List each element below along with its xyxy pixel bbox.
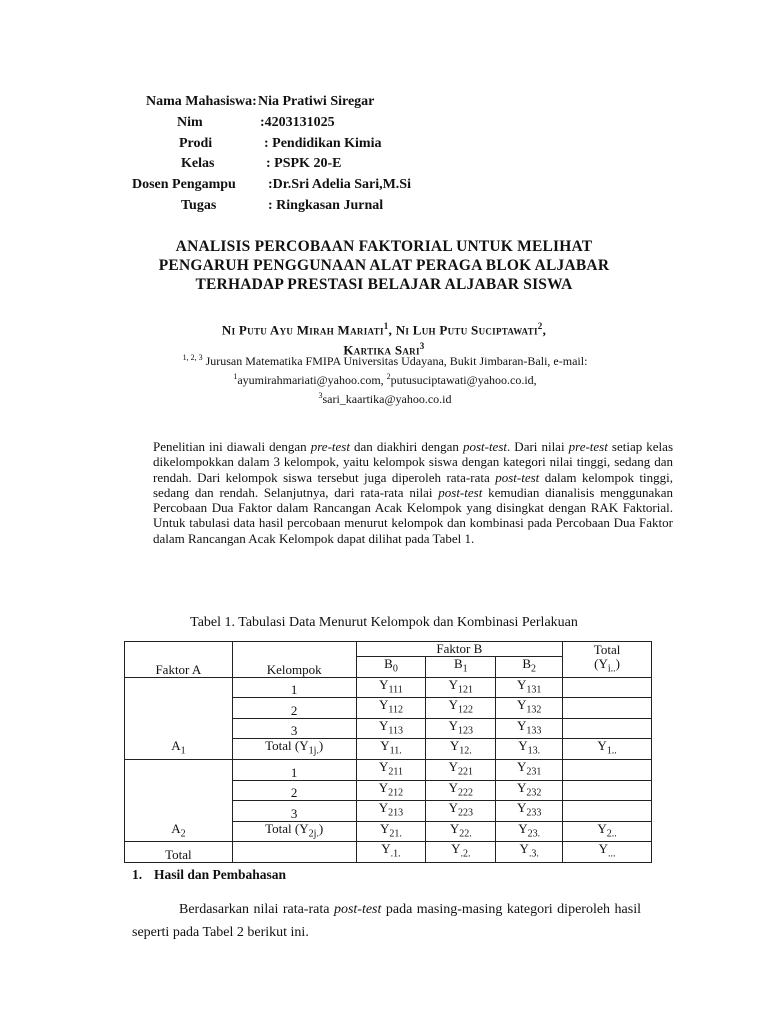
intro-text-6: kemudian dianalisis menggunakan Percobaan Dua Faktor dalam Rancangan Acak Kelompok yang disingkat dengan RAK Faktorial. Untuk tabulasi data hasil percobaan menurut kelompok dan kombinasi pada Percobaan Dua Faktor dalam Rancangan Acak Kelompok dapat dilihat pada Tabel 1. xyxy=(153,484,673,546)
total-sym: (Y xyxy=(594,656,608,671)
term-post-test: post-test xyxy=(333,902,382,917)
cell-total-label: Total xyxy=(125,842,233,863)
intro-text-4: setiap kelas dikelompokkan dalam 3 kelompok, yaitu kelompok siswa dengan kategori nilai tinggi, sedang dan rendah. Dari kelompok siswa tersebut juga diperoleh rata-rata xyxy=(153,439,673,485)
intro-text-1: Penelitian ini diawali dengan xyxy=(153,439,311,454)
author-list: Ni Putu Ayu Mirah Mariati$^1$, Ni Luh Putu Suciptawati$^2$, Kartika Sari$^3$ xyxy=(221,321,547,358)
cell-kelompok: 2 xyxy=(232,780,356,801)
header-faktor-b: Faktor B xyxy=(356,642,563,657)
term-pre-test: pre-test xyxy=(310,439,350,454)
affiliation xyxy=(170,350,600,407)
author-3-sup: 3 xyxy=(419,341,425,352)
table-cell: $Y_{23.}$ xyxy=(496,821,563,842)
label-kelas: Kelas xyxy=(181,156,215,171)
table-row xyxy=(125,759,652,780)
b2-letter: B xyxy=(522,656,532,671)
table-cell: $Y_{122}$ xyxy=(426,698,496,719)
table-cell: $Y_{2..}$ xyxy=(563,821,652,842)
table-cell: $Y_{231}$ xyxy=(496,759,563,780)
table-cell: $Y_{1..}$ xyxy=(563,739,652,760)
value-nim: :4203131025 xyxy=(260,115,335,130)
label-tugas: Tugas xyxy=(181,198,217,213)
table-cell-empty xyxy=(563,780,652,801)
b0-sub: 0 xyxy=(392,663,398,675)
title-line-1: ANALISIS PERCOBAAN FAKTORIAL UNTUK MELIHAT xyxy=(175,238,593,255)
value-nama: Nia Pratiwi Siregar xyxy=(258,94,375,109)
table-cell: $Y_{222}$ xyxy=(426,780,496,801)
table-caption: Tabel 1. Tabulasi Data Menurut Kelompok dan Kombinasi Perlakuan xyxy=(190,615,578,630)
cell-kelompok: 1 xyxy=(232,759,356,780)
value-kelas: : PSPK 20-E xyxy=(266,156,342,171)
table-cell: $Y_{233}$ xyxy=(496,801,563,822)
header-total: Total xyxy=(563,642,652,657)
cell-kelompok: Total $(Y_{2j.})$ xyxy=(232,821,356,842)
header-total-sym xyxy=(563,657,652,678)
term-post-test: post-test xyxy=(462,439,507,454)
label-prodi: Prodi xyxy=(179,136,213,151)
intro-text-5: dalam kelompok tinggi, sedang dan rendah. Selanjutnya, dari rata-rata nilai xyxy=(153,469,673,500)
cell-a2: $A_2$ xyxy=(125,759,233,841)
intro-paragraph xyxy=(153,439,673,546)
section-title: Hasil dan Pembahasan xyxy=(154,867,287,882)
author-1-sup: 1 xyxy=(383,321,389,331)
table-cell: $Y_{21.}$ xyxy=(356,821,426,842)
cell-kelompok: 1 xyxy=(232,677,356,698)
section-text-2: pada masing-masing kategori diperoleh hasil seperti pada Tabel 2 berikut ini. xyxy=(132,902,641,940)
label-dosen: Dosen Pengampu xyxy=(132,177,236,192)
table-cell: $Y_{11.}$ xyxy=(356,739,426,760)
table-cell-empty xyxy=(563,801,652,822)
table-cell-empty xyxy=(563,759,652,780)
header-faktor-a: Faktor A xyxy=(125,642,233,678)
title-line-3: TERHADAP PRESTASI BELAJAR ALJABAR SISWA xyxy=(195,276,573,293)
b1-sub: 1 xyxy=(462,663,468,675)
table-cell: $Y_{121}$ xyxy=(426,677,496,698)
table-cell: $Y_{111}$ xyxy=(356,677,426,698)
cell-kelompok: Total $(Y_{1j.})$ xyxy=(232,739,356,760)
table-cell: $Y_{131}$ xyxy=(496,677,563,698)
author-3: Kartika Sari xyxy=(343,342,420,358)
table-header-row xyxy=(125,642,652,657)
total-sym-sub: i.. xyxy=(607,663,616,675)
author-1: Ni Putu Ayu Mirah Mariati xyxy=(221,322,384,338)
email-1-sup: 1 xyxy=(233,372,238,381)
email-3: sari_kaartika@yahoo.co.id xyxy=(322,392,452,406)
table-cell: $Y_{213}$ xyxy=(356,801,426,822)
affil-sup: 1, 2, 3 xyxy=(182,353,203,362)
cell-kelompok: 2 xyxy=(232,698,356,719)
b0-letter: B xyxy=(384,656,393,671)
b1-letter: B xyxy=(454,656,463,671)
table-cell: $Y_{12.}$ xyxy=(426,739,496,760)
header-b0 xyxy=(356,657,426,678)
header-b2 xyxy=(496,657,563,678)
table-cell-empty xyxy=(563,718,652,739)
affil-text: Jurusan Matematika FMIPA Universitas Udayana, Bukit Jimbaran-Bali, e-mail: xyxy=(205,354,588,368)
table-cell: $Y_{.3.}$ xyxy=(496,842,563,863)
email-1: ayumirahmariati@yahoo.com, xyxy=(237,373,384,387)
table-cell-empty xyxy=(563,677,652,698)
table-cell: $Y_{.2.}$ xyxy=(426,842,496,863)
label-nim: Nim xyxy=(177,115,203,130)
table-cell: $Y_{232}$ xyxy=(496,780,563,801)
email-2-sup: 2 xyxy=(386,372,391,381)
section-heading xyxy=(132,867,286,883)
table-row xyxy=(125,842,652,863)
table-cell: $Y_{223}$ xyxy=(426,801,496,822)
intro-text-3: . Dari nilai xyxy=(507,439,569,454)
table-cell: $Y_{212}$ xyxy=(356,780,426,801)
table-cell-empty xyxy=(563,698,652,719)
term-post-test: post-test xyxy=(438,484,483,500)
table-cell: $Y_{113}$ xyxy=(356,718,426,739)
table-row xyxy=(125,677,652,698)
total-sym-close: ) xyxy=(615,656,620,671)
section-text-1: Berdasarkan nilai rata-rata xyxy=(179,902,334,917)
table-cell: $Y_{133}$ xyxy=(496,718,563,739)
value-dosen: :Dr.Sri Adelia Sari,M.Si xyxy=(268,177,411,192)
title-line-2: PENGARUH PENGGUNAAN ALAT PERAGA BLOK ALJABAR xyxy=(158,257,610,274)
cell-kelompok: 3 xyxy=(232,718,356,739)
cell-kelompok xyxy=(232,842,356,863)
table-cell: $Y_{13.}$ xyxy=(496,739,563,760)
table-cell: $Y_{221}$ xyxy=(426,759,496,780)
value-tugas: : Ringkasan Jurnal xyxy=(268,198,384,213)
term-post-test: post-test xyxy=(495,469,540,485)
value-prodi: : Pendidikan Kimia xyxy=(264,136,382,151)
header-b1 xyxy=(426,657,496,678)
table-cell: $Y_{211}$ xyxy=(356,759,426,780)
table-cell: $Y_{...}$ xyxy=(563,842,652,863)
cell-a1: $A_1$ xyxy=(125,677,233,759)
section-number: 1. xyxy=(132,867,143,882)
label-nama: Nama Mahasiswa: xyxy=(146,94,257,109)
table-cell: $Y_{123}$ xyxy=(426,718,496,739)
paper-title xyxy=(100,237,668,294)
cell-kelompok: 3 xyxy=(232,801,356,822)
email-3-sup: 3 xyxy=(318,391,323,400)
table-cell: $Y_{.1.}$ xyxy=(356,842,426,863)
table-cell: $Y_{132}$ xyxy=(496,698,563,719)
intro-text-2: dan diakhiri dengan xyxy=(349,439,463,454)
author-2: Ni Luh Putu Suciptawati xyxy=(395,322,538,338)
author-2-sup: 2 xyxy=(537,321,543,331)
section-paragraph xyxy=(132,898,641,944)
table-cell: $Y_{22.}$ xyxy=(426,821,496,842)
data-table xyxy=(124,641,652,863)
table-cell: $Y_{112}$ xyxy=(356,698,426,719)
term-pre-test: pre-test xyxy=(568,439,608,454)
email-2: putusuciptawati@yahoo.co.id, xyxy=(390,373,537,387)
header-kelompok: Kelompok xyxy=(232,642,356,678)
table-body xyxy=(125,677,652,862)
b2-sub: 2 xyxy=(531,663,537,675)
